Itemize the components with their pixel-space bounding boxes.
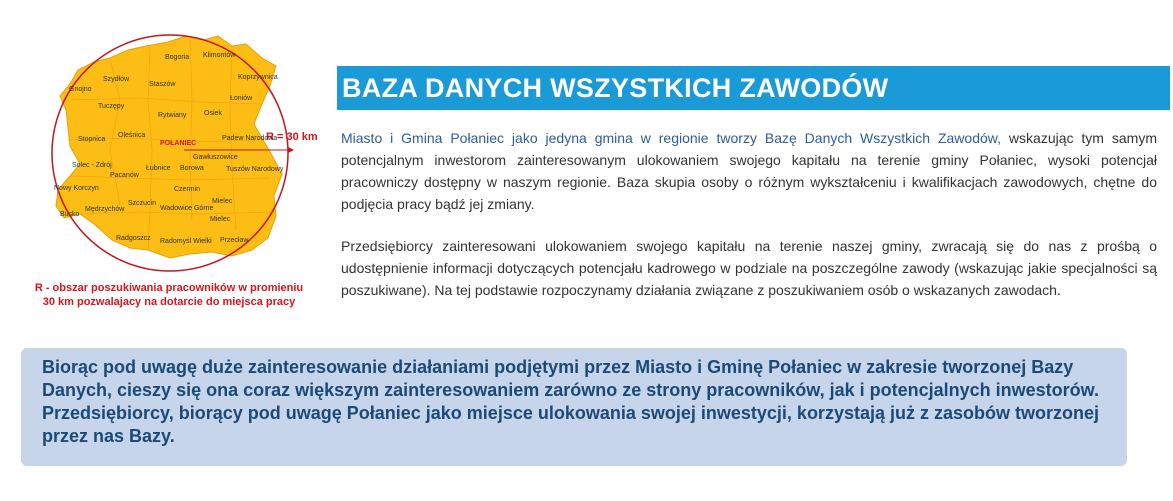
town-label: Radomyśl Wielki — [160, 238, 212, 245]
town-label: Łoniów — [230, 95, 253, 102]
paragraph-1-rest: wskazując tym samym potencjalnym inwestorom zainteresowanym ulokowaniem swojego kapitału na terenie gminy Połaniec, wysoki potencjał pracowniczy dostępny w naszym regionie. Baza skupia osoby o różnym wykształceniu i kwalifikacjach zawodowych, chętne do podjęcia pracy bądź jej zmiany. — [341, 130, 1157, 212]
town-label: Bogoria — [165, 54, 190, 61]
town-label: Busko — [60, 211, 80, 218]
town-label: Tuczępy — [98, 103, 125, 110]
content-text — [341, 127, 1157, 301]
region-shape — [56, 36, 282, 258]
town-label: Solec - Zdrój — [72, 162, 112, 169]
town-label: Staszów — [149, 81, 176, 88]
callout-text: Biorąc pod uwagę duże zainteresowanie działaniami podjętymi przez Miasto i Gminę Połaniec w zakresie tworzonej Bazy Danych, cieszy się ona coraz większym zainteresowaniem zarówno ze strony pracowników, jak i potencjalnych inwestorów. Przedsiębiorcy, biorący pod uwagę Połaniec jako miejsce ulokowania swojej inwestycji, korzystają już z zasobów tworzonej przez nas Bazy. — [42, 357, 1099, 446]
town-label: Przecław — [220, 237, 249, 244]
town-label: Czermin — [174, 186, 201, 193]
radius-arrow-icon — [288, 147, 294, 153]
town-label: Mielec — [212, 198, 233, 205]
town-label: Szydłów — [103, 76, 130, 83]
town-label: Gnojno — [69, 86, 92, 93]
map-caption — [12, 281, 326, 309]
paragraph-1-highlight: Miasto i Gmina Połaniec jako jedyna gmina w regionie tworzy Bazę Danych Wszystkich Zawodów, — [341, 130, 1002, 146]
town-label: Koprzywnica — [238, 74, 278, 81]
town-label: Mędrzychów — [85, 206, 125, 213]
paragraph-1 — [341, 127, 1157, 215]
town-label: Mielec — [210, 216, 231, 223]
town-label-center: POŁANIEC — [160, 140, 197, 147]
page-title: BAZA DANYCH WSZYSTKICH ZAWODÓW — [342, 73, 889, 103]
paragraph-2: Przedsiębiorcy zainteresowani ulokowaniem swojego kapitału na terenie naszej gminy, zwracają się do nas z prośbą o udostępnienie informacji dotyczących potencjału kadrowego w podziale na poszczególne zawody (wskazując jakie specjalności są poszukiwane). Na tej podstawie rozpoczynamy działania związane z poszukiwaniem osób o wskazanych zawodach. — [341, 238, 1157, 298]
map-caption-line: R - obszar poszukiwania pracowników w promieniu — [34, 282, 304, 294]
town-label: Osiek — [204, 110, 222, 117]
town-label: Łubnice — [146, 165, 171, 172]
town-label: Klimontów — [203, 52, 236, 59]
town-label: Pacanów — [110, 172, 139, 179]
town-label: Radgoszcz — [116, 235, 151, 242]
radius-label: R = 30 km — [266, 131, 318, 143]
title-bar — [337, 66, 1170, 110]
town-label: Stopnica — [78, 136, 106, 143]
town-label: Padew Narodowa — [222, 135, 278, 142]
town-label: Nowy Korczyn — [54, 185, 99, 192]
town-label: Tuszów Narodowy — [226, 166, 284, 173]
map-caption-line: 30 km pozwalajacy na dotarcie do miejsca pracy — [42, 296, 296, 308]
callout-box — [21, 348, 1127, 466]
town-label: Wadowice Górne — [160, 205, 214, 212]
region-map — [0, 0, 330, 320]
town-label: Borowa — [180, 165, 204, 172]
town-label: Oleśnica — [118, 132, 146, 139]
region-map-graphic — [0, 0, 330, 280]
town-label: Szczucin — [128, 200, 157, 207]
town-label: Rytwiany — [158, 112, 187, 119]
town-label: Gawłuszowice — [193, 154, 238, 161]
